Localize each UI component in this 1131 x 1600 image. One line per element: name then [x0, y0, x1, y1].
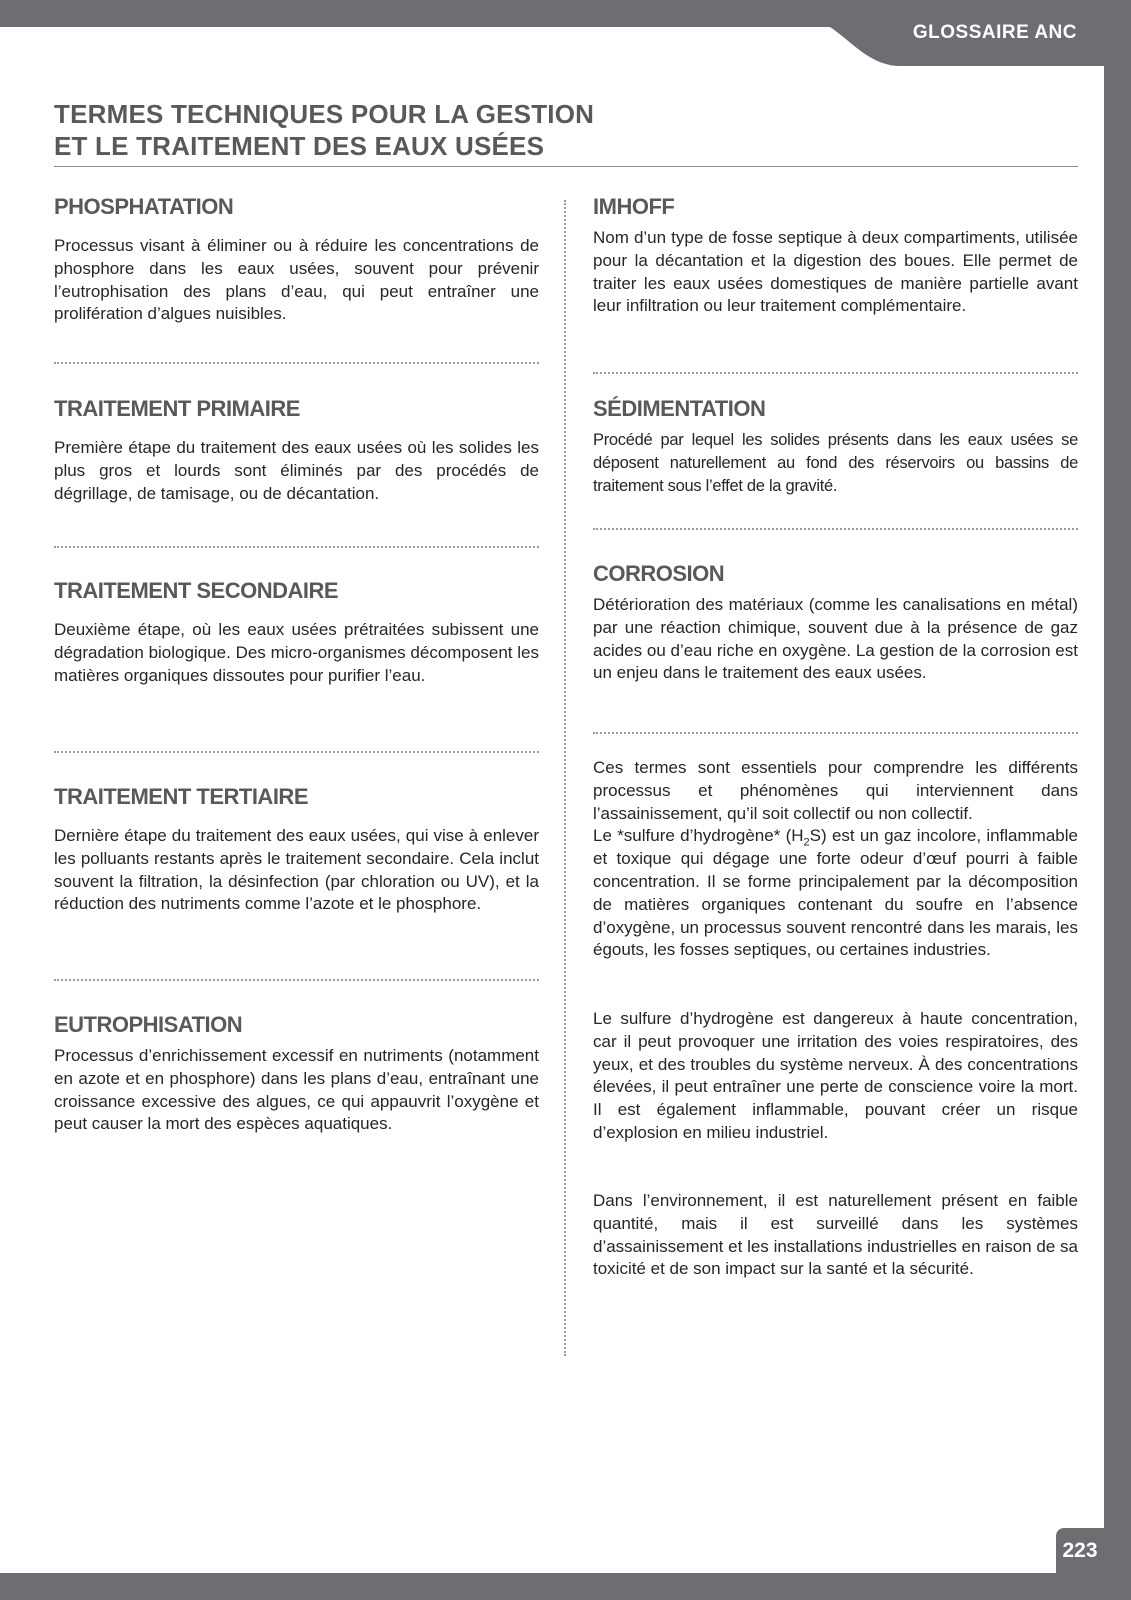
page-title: [54, 98, 1078, 162]
entry-separator: [54, 546, 539, 548]
entry-separator: [54, 979, 539, 981]
term-description: Nom d’un type de fosse septique à deux compartiments, utilisée pour la décantation et la digestion des boues. Elle permet de traiter les eaux usées domestiques de manière partielle avant leur infiltration ou leur traitement complémentaire.: [593, 228, 1078, 316]
page-number: 223: [1062, 1539, 1098, 1562]
term-description: Procédé par lequel les solides présents dans les eaux usées se déposent naturellement au fond des réservoirs ou bassins de traitement sous l’effet de la gravité.: [593, 431, 1078, 495]
term-heading: TRAITEMENT SECONDAIRE: [54, 578, 339, 603]
glossary-entry-sedimentation: [593, 395, 1078, 497]
subscript-2: 2: [803, 836, 810, 849]
glossary-entry-corrosion: [593, 560, 1078, 685]
glossary-entry-traitement-primaire: [54, 395, 539, 505]
term-heading: SÉDIMENTATION: [593, 396, 766, 421]
term-description: Dernière étape du traitement des eaux usées, qui vise à enlever les polluants restants après le traitement secondaire. Cela inclut souvent la filtration, la désinfection (par chloration ou UV), et la réduction des nutriments comme l’azote et le phosphore.: [54, 826, 539, 914]
glossary-entry-traitement-secondaire: [54, 577, 539, 687]
entry-separator: [593, 732, 1078, 734]
glossary-entry-traitement-tertiaire: [54, 783, 539, 916]
glossary-entry-phosphatation: [54, 193, 539, 326]
note-sulfide-b: S) est un gaz incolore, inflammable et toxique qui dégage une forte odeur d’œuf pourri à faible concentration. Il se forme principalement par la décomposition de matières organiques contenant du soufre en l’absence d’oxygène, un processus souvent rencontré dans les marais, les égouts, les fosses septiques, ou certaines industries.: [593, 826, 1078, 960]
term-description: Première étape du traitement des eaux usées où les solides les plus gros et lourds sont éliminés par des procédés de dégrillage, de tamisage, ou de décantation.: [54, 438, 539, 503]
term-heading: IMHOFF: [593, 194, 675, 219]
entry-separator: [593, 528, 1078, 530]
page-number-box: [1056, 1528, 1104, 1573]
term-heading: CORROSION: [593, 561, 725, 586]
header-label: GLOSSAIRE ANC: [912, 22, 1077, 43]
term-description: Deuxième étape, où les eaux usées prétraitées subissent une dégradation biologique. Des micro-organismes décomposent les matières organiques dissoutes pour purifier l’eau.: [54, 620, 539, 685]
term-heading: TRAITEMENT PRIMAIRE: [54, 396, 300, 421]
entry-separator: [54, 751, 539, 753]
glossary-entry-eutrophisation: [54, 1011, 539, 1136]
term-description: Processus d’enrichissement excessif en nutriments (notamment en azote et en phosphore) dans les plans d’eau, entraînant une croissance excessive des algues, ce qui appauvrit l’oxygène et peut causer la mort des espèces aquatiques.: [54, 1046, 539, 1134]
note-sulfide-a: Le *sulfure d’hydrogène* (H: [593, 826, 804, 846]
page-frame-bottom: [0, 1573, 1131, 1600]
term-heading: PHOSPHATATION: [54, 194, 234, 219]
page-title-line-1: TERMES TECHNIQUES POUR LA GESTION: [54, 99, 595, 129]
column-divider: [564, 200, 566, 1356]
page-frame-right: [1104, 0, 1131, 1600]
entry-separator: [54, 362, 539, 364]
note-intro: Ces termes sont essentiels pour comprendre les différents processus et phénomènes qui interviennent dans l’assainissement, qu’il soit collectif ou non collectif.: [593, 758, 1078, 823]
title-rule: [54, 166, 1078, 167]
note-paragraph-3: Dans l’environnement, il est naturellement présent en faible quantité, mais il est surveillé dans les systèmes d’assainissement et les installations industrielles en raison de sa toxicité et de son impact sur la santé et la sécurité.: [593, 1191, 1078, 1279]
term-heading: EUTROPHISATION: [54, 1012, 243, 1037]
term-description: Détérioration des matériaux (comme les canalisations en métal) par une réaction chimique, souvent due à la présence de gaz acides ou d’eau riche en oxygène. La gestion de la corrosion est un enjeu dans le traitement des eaux usées.: [593, 595, 1078, 683]
glossary-entry-imhoff: [593, 193, 1078, 318]
page-title-line-2: ET LE TRAITEMENT DES EAUX USÉES: [54, 131, 545, 161]
term-description: Processus visant à éliminer ou à réduire les concentrations de phosphore dans les eaux usées, souvent pour prévenir l’eutrophisation des plans d’eau, qui peut entraîner une prolifération d’algues nuisibles.: [54, 236, 539, 324]
term-heading: TRAITEMENT TERTIAIRE: [54, 784, 308, 809]
entry-separator: [593, 372, 1078, 374]
note-paragraph-1: [593, 757, 1078, 962]
note-paragraph-2: Le sulfure d’hydrogène est dangereux à haute concentration, car il peut provoquer une irritation des voies respiratoires, des yeux, et des troubles du système nerveux. À des concentrations élevées, il peut entraîner une perte de conscience voire la mort. Il est également inflammable, pouvant créer un risque d’explosion en milieu industriel.: [593, 1009, 1078, 1142]
